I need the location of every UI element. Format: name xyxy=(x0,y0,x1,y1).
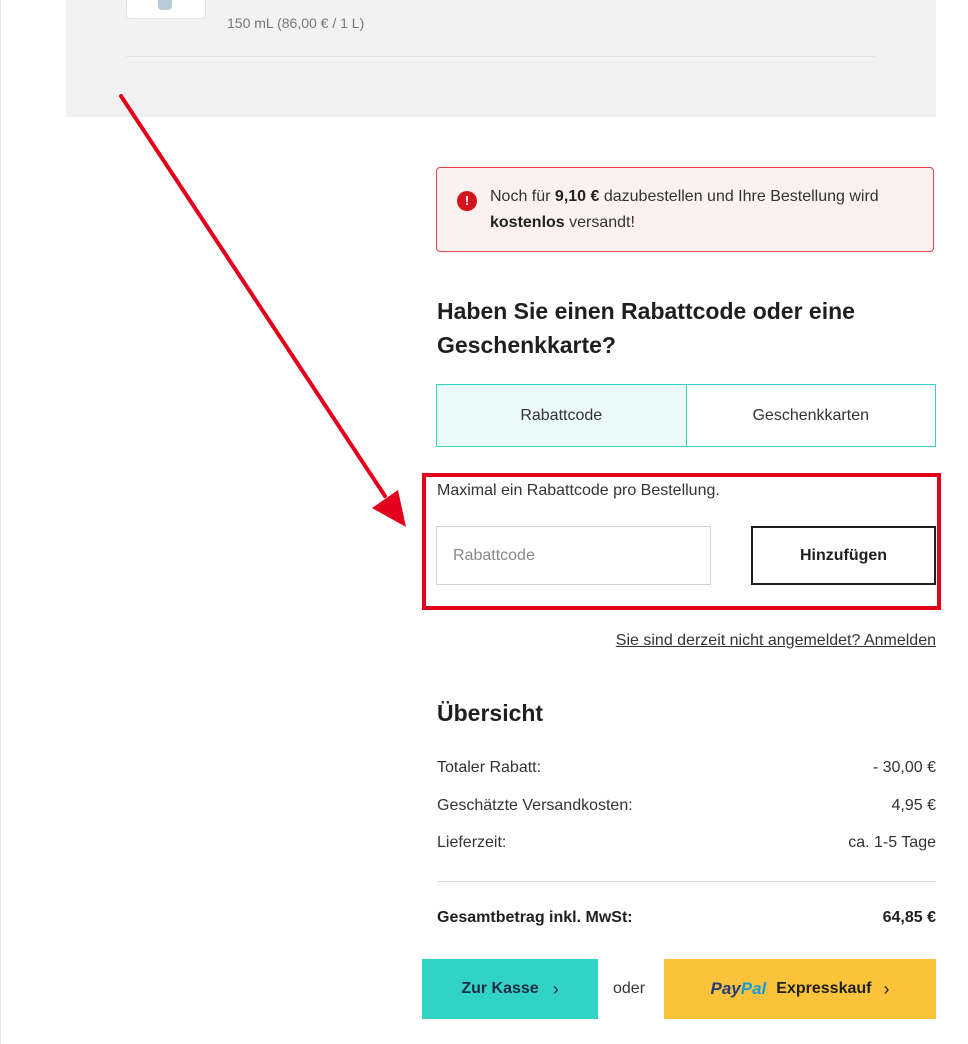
summary-label: Geschätzte Versandkosten: xyxy=(437,797,633,814)
add-coupon-button[interactable]: Hinzufügen xyxy=(751,526,936,585)
summary-value: 4,95 € xyxy=(891,797,936,814)
summary-row-delivery xyxy=(437,834,936,852)
paypal-label: Expresskauf xyxy=(776,980,872,997)
coupon-tabs xyxy=(436,384,936,447)
summary-row-shipping xyxy=(437,797,936,815)
tab-rabattcode[interactable]: Rabattcode xyxy=(437,385,687,446)
or-label: oder xyxy=(613,980,646,997)
summary-row-total xyxy=(437,909,936,927)
summary-value: - 30,00 € xyxy=(872,759,936,776)
bottle-image xyxy=(158,0,172,10)
summary-value: ca. 1-5 Tage xyxy=(848,834,936,851)
coupon-heading: Haben Sie einen Rabattcode oder eine Geschenkkarte? xyxy=(437,298,855,358)
summary-title: Übersicht xyxy=(437,700,544,726)
alert-message xyxy=(490,184,925,236)
total-label: Gesamtbetrag inkl. MwSt: xyxy=(437,909,633,926)
checkout-button[interactable] xyxy=(422,959,598,1019)
chevron-right-icon: › xyxy=(552,978,559,999)
chevron-right-icon: › xyxy=(883,978,890,999)
product-panel xyxy=(66,0,936,117)
paypal-logo-part1: Pay xyxy=(710,979,741,998)
annotation-arrow-shaft xyxy=(121,96,385,496)
free-shipping-alert xyxy=(436,167,934,252)
product-divider xyxy=(126,56,875,57)
alert-suffix: versandt! xyxy=(564,214,635,231)
tab-geschenkkarten[interactable]: Geschenkkarten xyxy=(752,406,869,424)
summary-divider xyxy=(437,881,936,882)
alert-prefix: Noch für xyxy=(490,188,555,205)
product-volume: 150 mL (86,00 € / 1 L) xyxy=(227,15,365,31)
product-thumbnail[interactable] xyxy=(126,0,206,19)
summary-label: Lieferzeit: xyxy=(437,834,507,851)
coupon-note: Maximal ein Rabattcode pro Bestellung. xyxy=(437,482,720,499)
alert-amount: 9,10 € xyxy=(554,188,600,205)
alert-middle: dazubestellen und Ihre Bestellung wird xyxy=(599,188,879,205)
summary-label: Totaler Rabatt: xyxy=(437,759,542,776)
checkout-label: Zur Kasse xyxy=(461,980,539,997)
total-value: 64,85 € xyxy=(882,909,936,926)
alert-emphasis: kostenlos xyxy=(490,214,565,231)
paypal-express-button[interactable] xyxy=(664,959,936,1019)
annotation-highlight-box xyxy=(422,473,941,610)
left-edge-line xyxy=(0,0,1,1044)
login-link[interactable]: Sie sind derzeit nicht angemeldet? Anmelden xyxy=(615,632,936,649)
summary-row-discount xyxy=(437,759,936,777)
exclamation-circle-icon: ! xyxy=(457,191,477,211)
paypal-logo-part2: Pal xyxy=(740,979,767,998)
annotation-arrow-head xyxy=(372,490,406,527)
paypal-logo xyxy=(711,979,767,999)
